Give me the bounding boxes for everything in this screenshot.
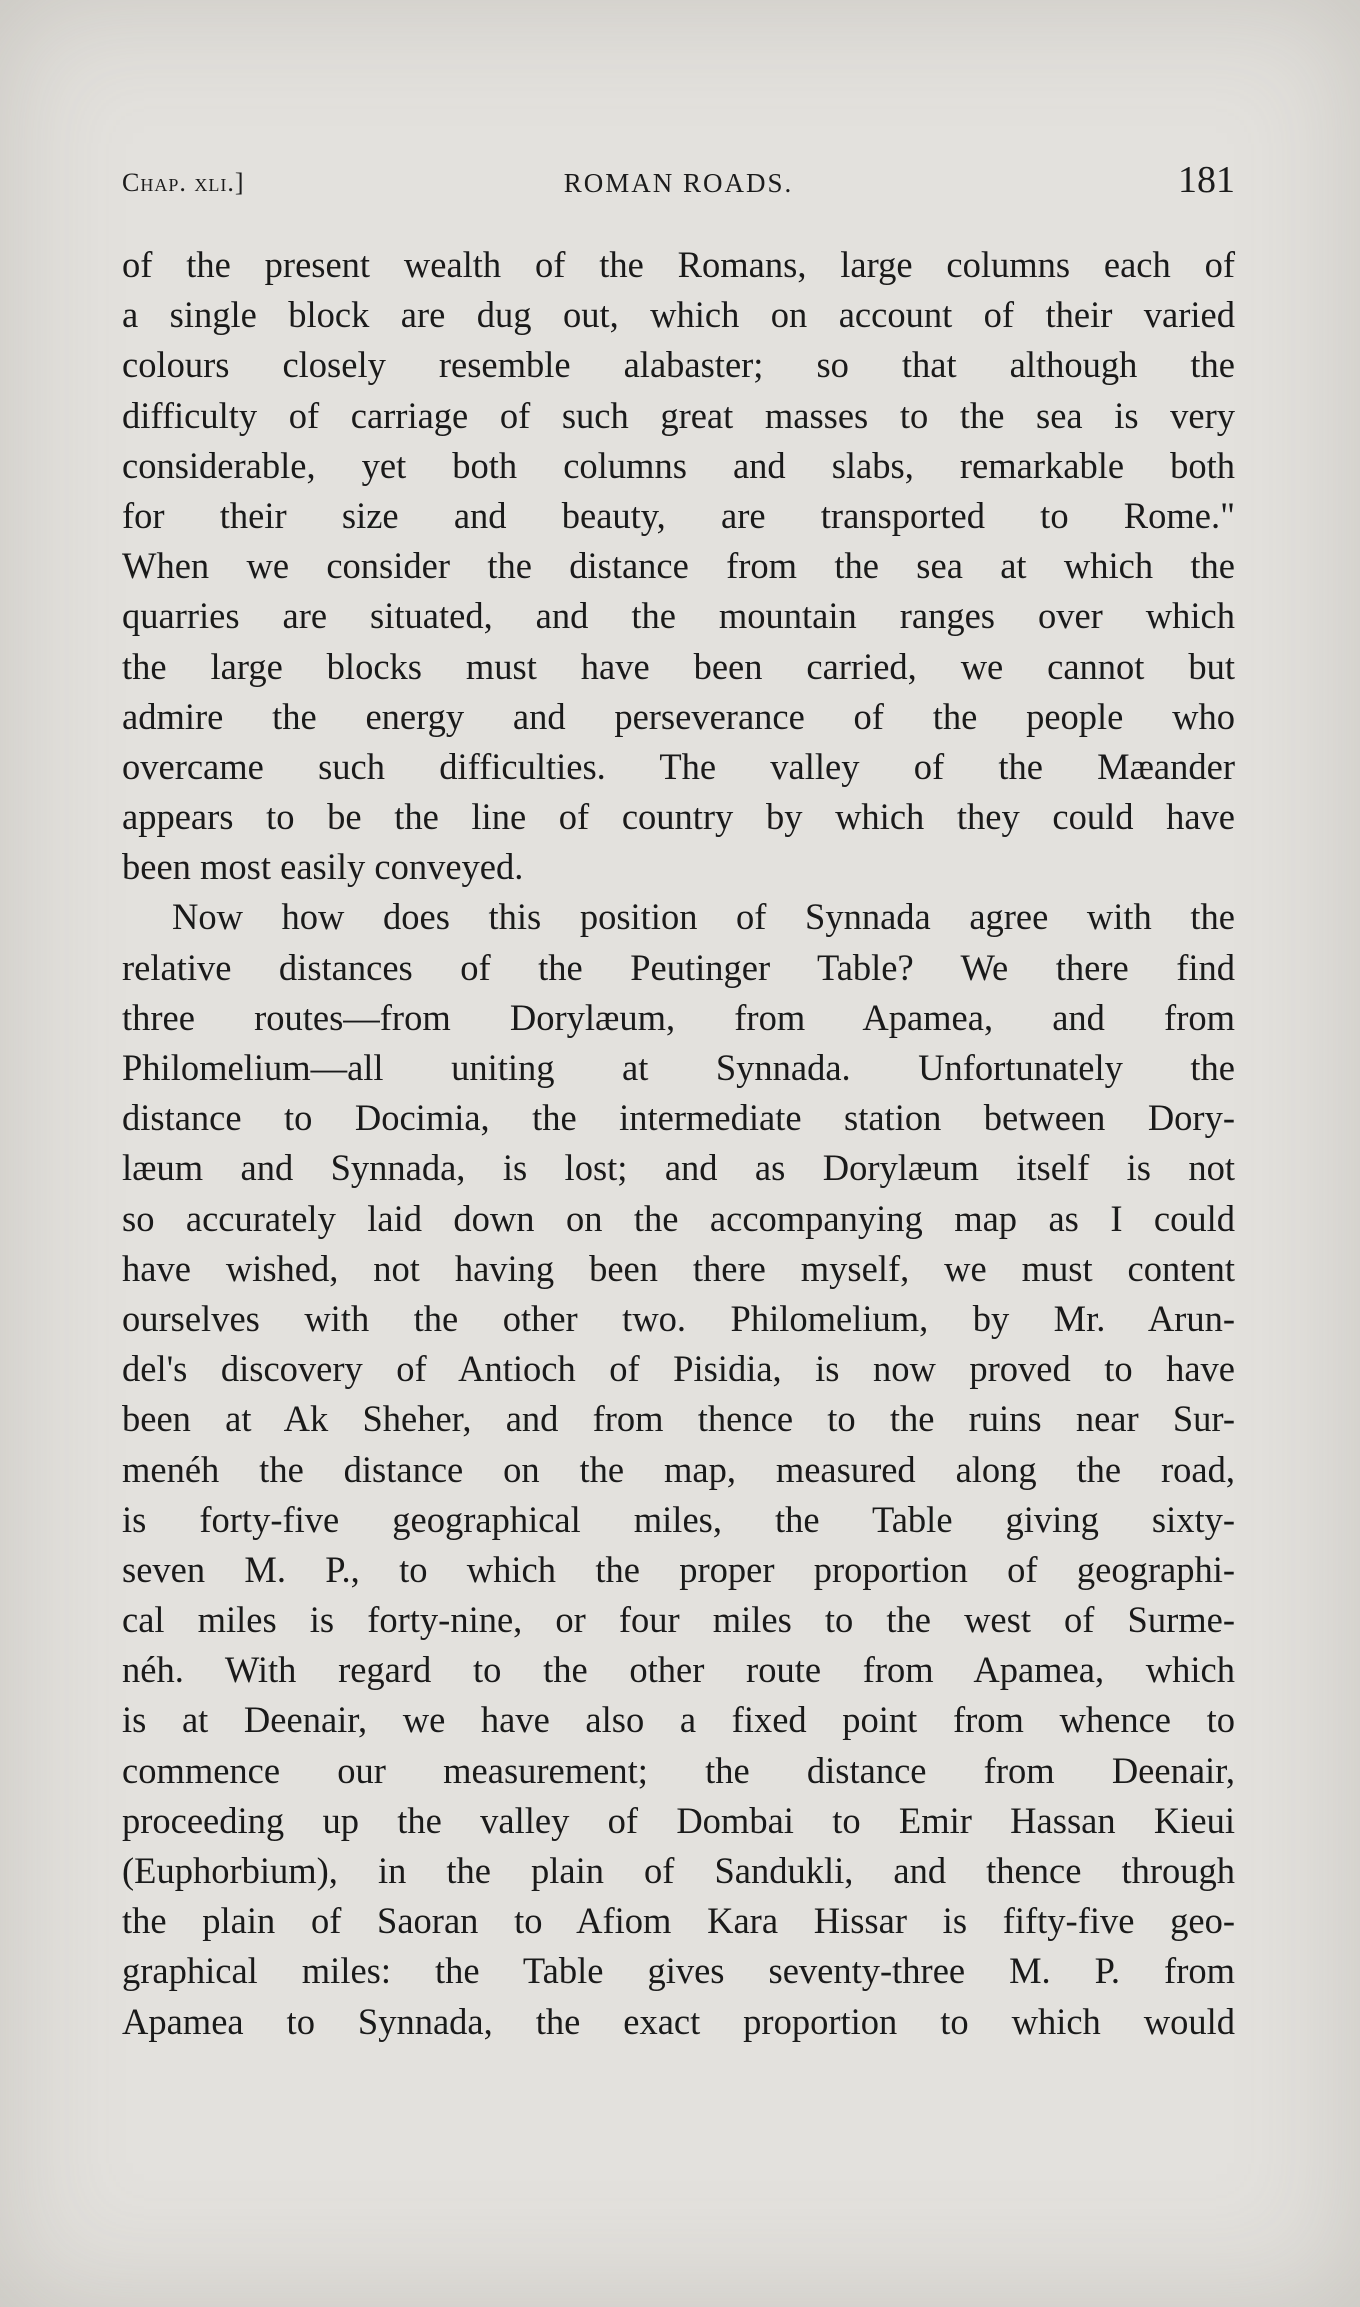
body-text <box>122 240 1235 2047</box>
text-line: When we consider the distance from the sea at which the <box>122 545 1235 587</box>
text-line: admire the energy and perseverance of the people who <box>122 695 1235 737</box>
text-line: Apamea to Synnada, the exact proportion to which would <box>122 2000 1235 2042</box>
text-line: cal miles is forty-nine, or four miles to the west of Surme- <box>122 1599 1235 1641</box>
text-line: is forty-five geographical miles, the Table giving sixty- <box>122 1498 1235 1540</box>
text-line: commence our measurement; the distance from Deenair, <box>122 1749 1235 1791</box>
text-line: is at Deenair, we have also a fixed point from whence to <box>122 1699 1235 1741</box>
text-line: for their size and beauty, are transported to Rome." <box>122 494 1235 536</box>
text-line: of the present wealth of the Romans, large columns each of <box>122 244 1235 285</box>
paragraph-start-line: Now how does this position of Synnada agree with the <box>172 896 1235 938</box>
text-line: three routes—from Dorylæum, from Apamea, and from <box>122 996 1235 1038</box>
text-line: læum and Synnada, is lost; and as Dorylæum itself is not <box>122 1147 1235 1189</box>
text-line: quarries are situated, and the mountain ranges over which <box>122 595 1235 637</box>
text-line: considerable, yet both columns and slabs, remarkable both <box>122 444 1235 486</box>
text-line: have wished, not having been there myself, we must content <box>122 1247 1235 1289</box>
page-number: 181 <box>1178 159 1235 201</box>
text-line: proceeding up the valley of Dombai to Emir Hassan Kieui <box>122 1799 1235 1841</box>
chapter-label: Chap. xli.] <box>122 168 245 197</box>
text-line: the large blocks must have been carried, we cannot but <box>122 645 1235 687</box>
text-line: Philomelium—all uniting at Synnada. Unfortunately the <box>122 1047 1235 1088</box>
page-header <box>122 152 1235 212</box>
text-line: a single block are dug out, which on account of their varied <box>122 294 1235 336</box>
text-line: colours closely resemble alabaster; so that although the <box>122 344 1235 386</box>
text-line: ourselves with the other two. Philomelium, by Mr. Arun- <box>122 1297 1235 1339</box>
running-title: ROMAN ROADS. <box>563 168 794 198</box>
text-line: relative distances of the Peutinger Table? We there find <box>122 946 1235 988</box>
text-line: appears to be the line of country by which they could have <box>122 796 1235 838</box>
text-line: seven M. P., to which the proper proportion of geographi- <box>122 1548 1235 1590</box>
text-line: néh. With regard to the other route from Apamea, which <box>122 1649 1235 1691</box>
text-line: the plain of Saoran to Afiom Kara Hissar is fifty-five geo- <box>122 1900 1235 1942</box>
text-line: del's discovery of Antioch of Pisidia, is now proved to have <box>122 1348 1235 1390</box>
text-line: been at Ak Sheher, and from thence to the ruins near Sur- <box>122 1398 1235 1440</box>
paragraph-end-line: been most easily conveyed. <box>122 846 524 888</box>
text-line: menéh the distance on the map, measured along the road, <box>122 1448 1235 1490</box>
text-line: so accurately laid down on the accompanying map as I could <box>122 1197 1235 1239</box>
text-line: graphical miles: the Table gives seventy-three M. P. from <box>122 1950 1235 1992</box>
text-line: distance to Docimia, the intermediate station between Dory- <box>122 1097 1235 1139</box>
text-line: overcame such difficulties. The valley of the Mæander <box>122 745 1235 787</box>
text-line: difficulty of carriage of such great masses to the sea is very <box>122 394 1235 436</box>
text-line: (Euphorbium), in the plain of Sandukli, and thence through <box>122 1850 1235 1891</box>
